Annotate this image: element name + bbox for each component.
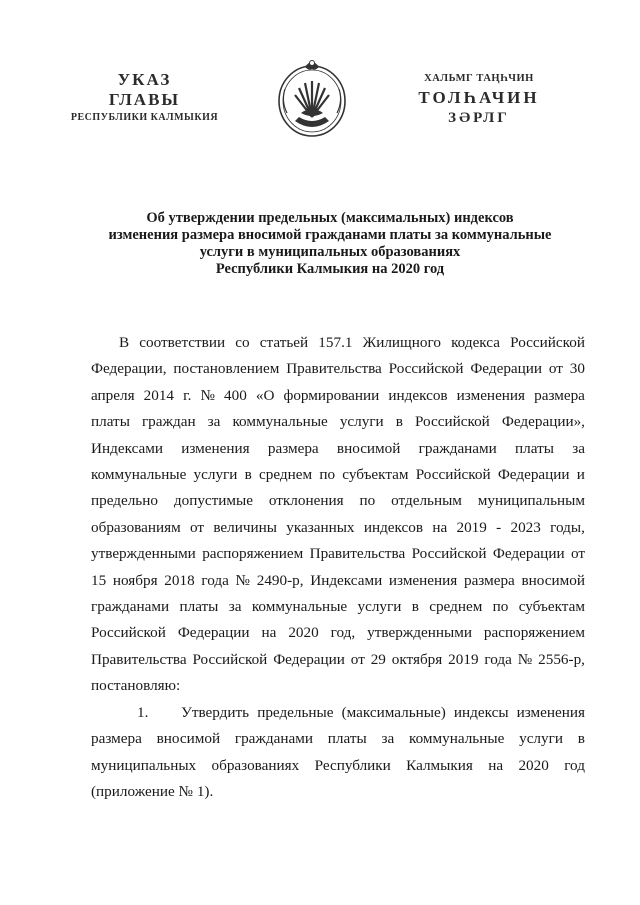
word: коммунальные <box>251 598 348 616</box>
text-line: (приложение № 1). <box>91 782 214 800</box>
header-left-line-3: РЕСПУБЛИКИ КАЛМЫКИЯ <box>70 112 219 123</box>
word: образованиях <box>211 756 300 774</box>
word: «О <box>255 386 275 404</box>
word: платы <box>515 439 554 457</box>
word: размера <box>463 571 515 589</box>
word: от <box>548 360 563 378</box>
word: распоряжением <box>483 624 585 642</box>
text-line <box>91 726 585 752</box>
word: Федерации <box>273 650 345 668</box>
word: от <box>190 518 205 536</box>
word: гражданами <box>91 598 170 616</box>
word: предельно <box>91 492 158 510</box>
word: на <box>488 756 504 774</box>
word: Федерации <box>497 466 570 484</box>
word: по <box>319 466 336 484</box>
word: Индексами <box>310 571 383 589</box>
text-line <box>91 620 585 646</box>
word: на <box>261 624 277 642</box>
word: Федерации <box>470 360 543 378</box>
text-line <box>91 568 585 594</box>
word: Правительства <box>286 360 382 378</box>
word: постановлением <box>173 360 280 378</box>
word: утвержденными <box>367 624 472 642</box>
word: гражданами <box>418 439 497 457</box>
text-line <box>91 409 585 435</box>
word: год, <box>330 624 356 642</box>
word: в <box>244 466 252 484</box>
word: Индексами <box>91 439 163 457</box>
word: услуги <box>193 466 238 484</box>
word: Федерации <box>492 545 565 563</box>
word: Российской <box>91 624 166 642</box>
word: формировании <box>283 386 380 404</box>
word: Республики <box>314 756 391 774</box>
word: Правительства <box>91 650 187 668</box>
word: 30 <box>569 360 585 378</box>
word: 2490-р, <box>256 571 304 589</box>
word: В <box>119 334 130 351</box>
item-number: 1. <box>137 703 149 721</box>
word: Российской <box>415 466 491 484</box>
coat-of-arms-emblem <box>275 55 349 139</box>
word: размера <box>267 439 319 457</box>
document-title <box>60 210 600 278</box>
word: 2556-р, <box>538 650 585 668</box>
word: 400 <box>224 386 247 404</box>
title-line: Об утверждении предельных (максимальных) индексов <box>146 210 514 226</box>
header-left <box>62 70 227 126</box>
word: муниципальных <box>91 756 197 774</box>
word: вносимой <box>336 439 401 457</box>
word: 2023 <box>510 518 541 536</box>
text-line: постановляю: <box>91 677 181 695</box>
word: в <box>577 730 585 748</box>
word: Российской <box>510 334 585 351</box>
word: и <box>576 466 585 484</box>
word: индексов <box>363 518 424 536</box>
title-line: изменения размера вносимой гражданами платы за коммунальные <box>108 227 552 243</box>
word: вносимой <box>156 730 221 748</box>
header-left-line-2: ГЛАВЫ <box>108 90 181 109</box>
word: статьей <box>259 334 309 351</box>
word: октября <box>391 650 443 668</box>
word: платы <box>91 413 130 431</box>
word: (максимальные) <box>341 703 446 721</box>
word: индексов <box>388 386 448 404</box>
text-line <box>91 488 585 514</box>
word: платы <box>327 730 367 748</box>
text-line <box>91 700 585 726</box>
word: Российской <box>388 360 464 378</box>
word: муниципальным <box>477 492 585 510</box>
word: № <box>200 386 215 404</box>
title-line: Республики Калмыкия на 2020 год <box>215 261 445 277</box>
word: - <box>496 518 502 536</box>
word: 15 <box>91 571 107 589</box>
word: от <box>350 650 365 668</box>
word: Российской <box>414 413 490 431</box>
word: г. <box>183 386 192 404</box>
text-line <box>91 383 585 409</box>
word: 157.1 <box>318 334 353 351</box>
header-right <box>393 70 565 128</box>
word: соответствии <box>139 334 226 351</box>
word: изменения <box>181 439 250 457</box>
text-line <box>91 462 585 488</box>
word: коммунальные <box>409 730 505 748</box>
word: Федерации, <box>91 360 167 378</box>
word: на <box>432 518 448 536</box>
text-line <box>91 330 585 356</box>
word: Жилищного <box>362 334 441 351</box>
word: Федерации», <box>501 413 585 431</box>
word: вносимой <box>521 571 585 589</box>
word: Утвердить <box>181 703 250 721</box>
word: за <box>381 730 395 748</box>
word: со <box>235 334 250 351</box>
word: платы <box>179 598 219 616</box>
word: годы, <box>550 518 585 536</box>
word: изменения <box>456 386 526 404</box>
word: за <box>228 598 242 616</box>
word: отклонения <box>268 492 344 510</box>
title-line: услуги в муниципальных образованиях <box>199 244 461 260</box>
header-right-line-2: ТОЛҺАЧИН <box>418 88 540 107</box>
word: отдельным <box>391 492 462 510</box>
word: год <box>564 756 585 774</box>
text-line <box>91 515 585 541</box>
word: в <box>411 598 419 616</box>
word: величины <box>213 518 277 536</box>
text-line <box>91 647 585 673</box>
word: № <box>517 650 533 668</box>
word: граждан <box>141 413 196 431</box>
word: за <box>572 439 585 457</box>
text-line <box>91 541 585 567</box>
word: Российской <box>411 545 487 563</box>
word: индексы <box>453 703 509 721</box>
word: года <box>201 571 229 589</box>
word: среднем <box>429 598 483 616</box>
text-line <box>91 594 585 620</box>
word: 2019 <box>456 518 487 536</box>
word: услуги <box>339 413 384 431</box>
word: утвержденными <box>91 545 196 563</box>
word: Федерации <box>177 624 250 642</box>
word: Российской <box>192 650 268 668</box>
header-left-line-1: УКАЗ <box>117 70 172 89</box>
word: среднем <box>259 466 313 484</box>
word: Калмыкия <box>406 756 473 774</box>
word: коммунальные <box>232 413 328 431</box>
word: 2018 <box>164 571 195 589</box>
word: размера <box>91 730 142 748</box>
word: апреля <box>91 386 135 404</box>
word: 29 <box>370 650 386 668</box>
word: 2020 <box>518 756 549 774</box>
word: образованиям <box>91 518 181 536</box>
word: № <box>235 571 251 589</box>
text-line <box>91 436 585 462</box>
word: 2019 <box>448 650 479 668</box>
word: размера <box>534 386 585 404</box>
word: ноября <box>112 571 158 589</box>
header-right-line-3: ЗӘРЛГ <box>448 110 510 126</box>
word: распоряжением <box>202 545 304 563</box>
word: коммунальные <box>91 466 187 484</box>
word: 2020 <box>288 624 319 642</box>
word: изменения <box>516 703 585 721</box>
word: изменения <box>388 571 458 589</box>
document-body <box>91 330 585 805</box>
word: по <box>492 598 509 616</box>
word: предельные <box>257 703 334 721</box>
text-line <box>91 753 585 779</box>
word: услуги <box>519 730 563 748</box>
word: субъектам <box>342 466 409 484</box>
word: гражданами <box>234 730 313 748</box>
word: указанных <box>286 518 355 536</box>
word: услуги <box>357 598 402 616</box>
word: года <box>484 650 512 668</box>
word: от <box>570 545 585 563</box>
word: Правительства <box>309 545 406 563</box>
word: в <box>395 413 403 431</box>
word: по <box>359 492 376 510</box>
word: кодекса <box>451 334 500 351</box>
word: субъектам <box>518 598 585 616</box>
header-right-line-1: ХАЛЬМГ ТАҢҺЧИН <box>424 73 534 84</box>
word: 2014 <box>143 386 175 404</box>
word: за <box>207 413 221 431</box>
word: допустимые <box>173 492 253 510</box>
text-line <box>91 356 585 382</box>
